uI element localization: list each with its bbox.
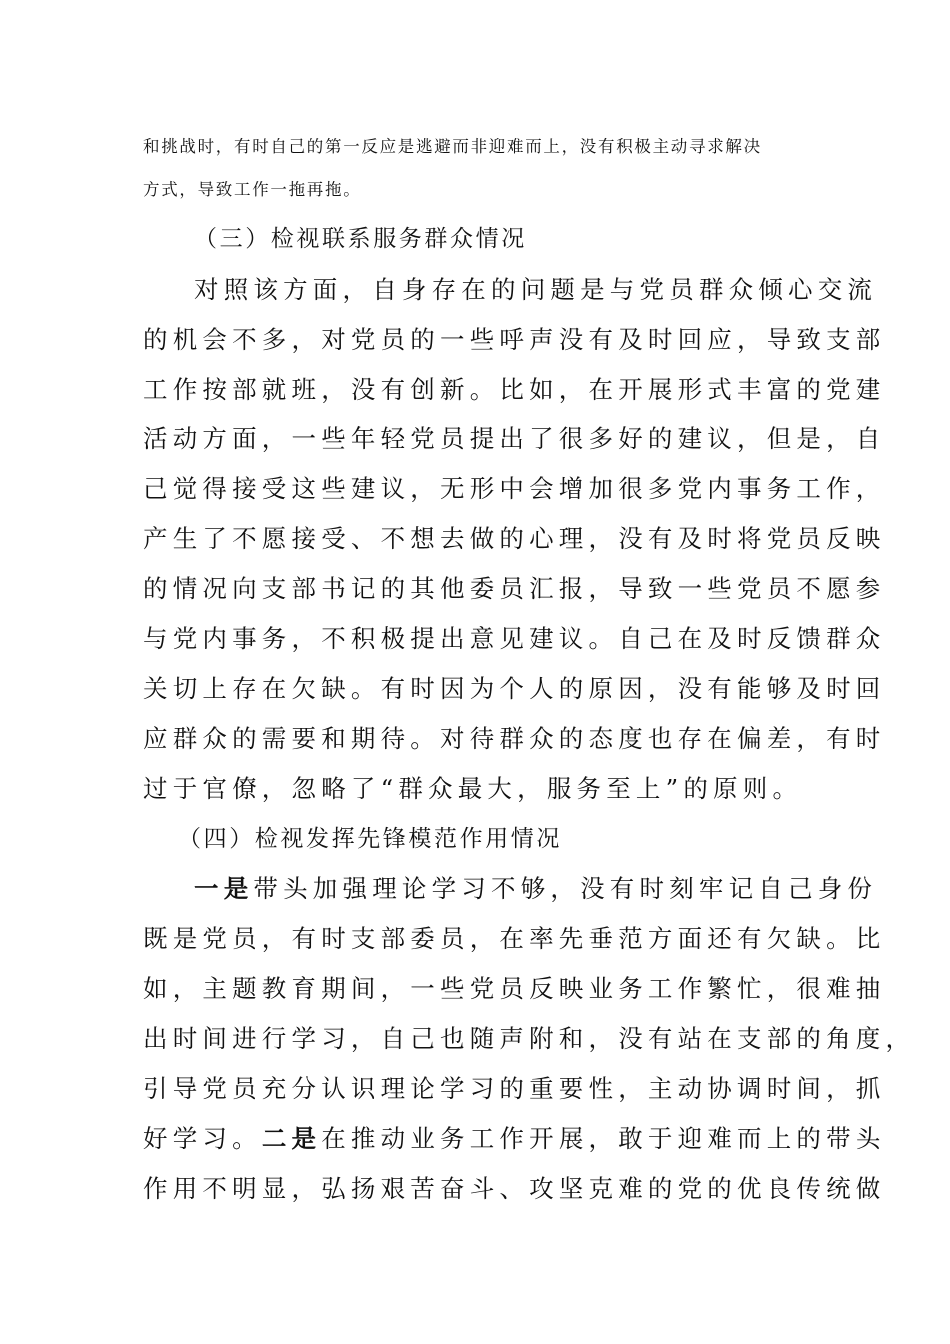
point-label: 二是 — [261, 1124, 322, 1153]
paragraph-line: 如，主题教育期间，一些党员反映业务工作繁忙，很难抽 — [143, 974, 886, 1003]
paragraph-line: 和挑战时，有时自己的第一反应是逃避而非迎难而上，没有积极主动寻求解决 — [143, 137, 762, 156]
paragraph-text: 在推动业务工作开展，敢于迎难而上的带头 — [321, 1124, 886, 1153]
paragraph-line: 过于官僚，忽略了“群众最大，服务至上”的原则。 — [143, 774, 803, 803]
paragraph-line — [143, 1121, 886, 1157]
paragraph-line: 引导党员充分认识理论学习的重要性，主动协调时间，抓 — [143, 1074, 886, 1103]
paragraph-line: 出时间进行学习，自己也随声附和，没有站在支部的角度， — [143, 1024, 916, 1053]
paragraph-line: 产生了不愿接受、不想去做的心理，没有及时将党员反映 — [143, 524, 886, 553]
point-label: 一是 — [194, 874, 254, 903]
paragraph-line: 既是党员，有时支部委员，在率先垂范方面还有欠缺。比 — [143, 924, 886, 953]
paragraph-line: 应群众的需要和期待。对待群众的态度也存在偏差，有时 — [143, 724, 886, 753]
paragraph-line: 己觉得接受这些建议，无形中会增加很多党内事务工作， — [143, 474, 886, 503]
section-heading-4: （四）检视发挥先锋模范作用情况 — [178, 826, 562, 852]
section-heading-3: （三）检视联系服务群众情况 — [194, 226, 527, 252]
paragraph-line: 对照该方面，自身存在的问题是与党员群众倾心交流 — [194, 275, 878, 304]
paragraph-line: 方式，导致工作一拖再拖。 — [143, 180, 362, 199]
paragraph-line: 活动方面，一些年轻党员提出了很多好的建议，但是，自 — [143, 424, 886, 453]
paragraph-line: 工作按部就班，没有创新。比如，在开展形式丰富的党建 — [143, 375, 886, 404]
paragraph-line: 作用不明显，弘扬艰苦奋斗、攻坚克难的党的优良传统做 — [143, 1174, 886, 1203]
paragraph-line: 的情况向支部书记的其他委员汇报，导致一些党员不愿参 — [143, 574, 886, 603]
paragraph-text: 好学习。 — [143, 1124, 262, 1153]
paragraph-text: 带头加强理论学习不够，没有时刻牢记自己身份 — [253, 874, 878, 903]
paragraph-line: 与党内事务，不积极提出意见建议。自己在及时反馈群众 — [143, 624, 886, 653]
paragraph-line — [194, 871, 877, 907]
paragraph-line: 关切上存在欠缺。有时因为个人的原因，没有能够及时回 — [143, 674, 886, 703]
paragraph-line: 的机会不多，对党员的一些呼声没有及时回应，导致支部 — [143, 325, 886, 354]
